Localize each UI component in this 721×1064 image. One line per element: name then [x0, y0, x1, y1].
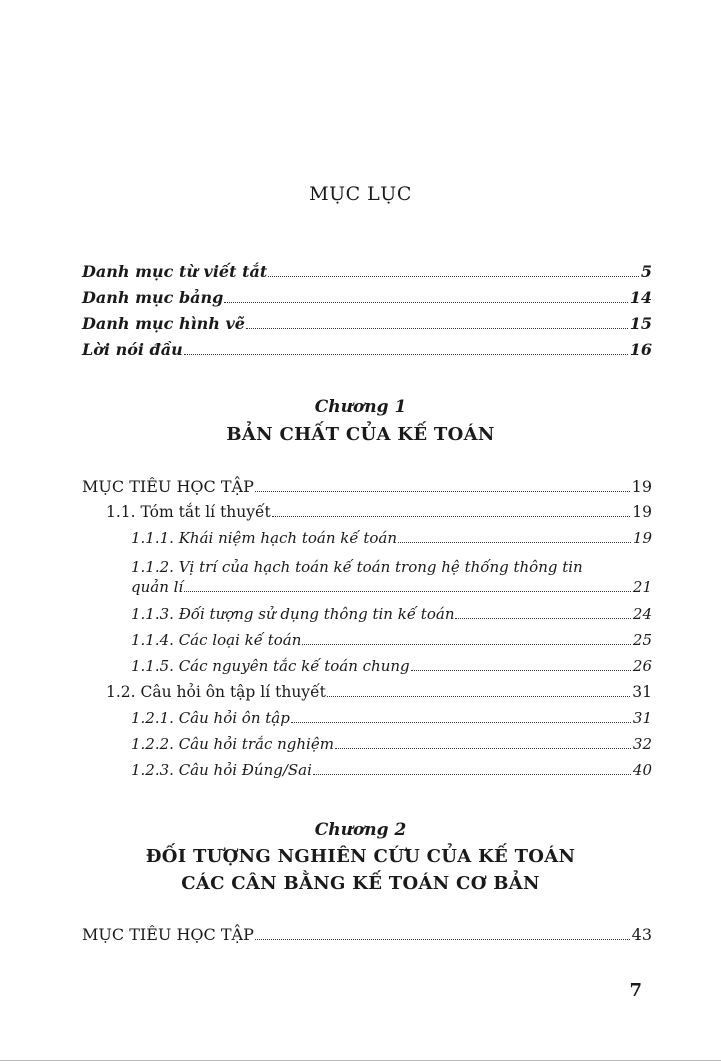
page-edge [0, 1060, 721, 1061]
leader-dots [255, 938, 630, 940]
toc-entry-label: 1.2.1. Câu hỏi ôn tập [131, 709, 290, 727]
toc-entry-label: 1.2.3. Câu hỏi Đúng/Sai [131, 761, 312, 779]
leader-dots [268, 275, 639, 277]
toc-entry-ch1-objectives[interactable] [82, 477, 652, 501]
leader-dots [224, 301, 627, 303]
page-title: MỤC LỤC [309, 183, 412, 205]
leader-dots [246, 327, 628, 329]
leader-dots [302, 643, 631, 645]
leader-dots [255, 490, 630, 492]
toc-entry-1-1-2-line1[interactable]: 1.1.2. Vị trí của hạch toán kế toán trong hệ thống thông tin [131, 558, 583, 576]
toc-entry-figures[interactable] [82, 314, 652, 338]
toc-entry-page: 31 [632, 683, 652, 701]
toc-entry-1-2-2[interactable] [131, 735, 652, 759]
page-number: 7 [629, 980, 642, 1001]
toc-entry-label: 1.1.4. Các loại kế toán [131, 631, 302, 649]
leader-dots [291, 721, 631, 723]
toc-entry-label: 1.1.5. Các nguyên tắc kế toán chung [131, 657, 410, 675]
toc-entry-page: 16 [629, 340, 652, 359]
toc-entry-ch2-objectives[interactable] [82, 925, 652, 949]
leader-dots [313, 773, 631, 775]
toc-entry-page: 32 [632, 735, 652, 753]
toc-entry-1-2-3[interactable] [131, 761, 652, 785]
toc-entry-label: Lời nói đầu [82, 340, 183, 359]
toc-entry-page: 26 [632, 657, 652, 675]
toc-entry-page: 24 [632, 605, 652, 623]
chapter-2-title-line1: ĐỐI TƯỢNG NGHIÊN CỨU CỦA KẾ TOÁN [145, 846, 576, 867]
chapter-2-title-line2: CÁC CÂN BẰNG KẾ TOÁN CƠ BẢN [181, 873, 540, 894]
toc-entry-1-1-2[interactable] [131, 578, 652, 602]
toc-entry-label: Danh mục hình vẽ [82, 314, 245, 333]
toc-entry-1-1-5[interactable] [131, 657, 652, 681]
leader-dots [411, 669, 631, 671]
toc-entry-label: MỤC TIÊU HỌC TẬP [82, 925, 254, 944]
toc-entry-label: 1.2. Câu hỏi ôn tập lí thuyết [106, 683, 326, 701]
toc-entry-label: MỤC TIÊU HỌC TẬP [82, 477, 254, 496]
chapter-2-label: Chương 2 [314, 820, 407, 840]
leader-dots [327, 695, 630, 697]
toc-entry-page: 19 [631, 477, 652, 496]
toc-entry-1-1-3[interactable] [131, 605, 652, 629]
toc-entry-page: 19 [632, 529, 652, 547]
toc-entry-page: 14 [629, 288, 652, 307]
toc-entry-tables[interactable] [82, 288, 652, 312]
toc-entry-1-1[interactable] [106, 503, 652, 527]
toc-entry-1-2-1[interactable] [131, 709, 652, 733]
toc-entry-label: 1.1. Tóm tắt lí thuyết [106, 503, 271, 521]
toc-entry-page: 43 [631, 925, 652, 944]
toc-entry-page: 19 [632, 503, 652, 521]
leader-dots [398, 541, 631, 543]
toc-entry-page: 5 [640, 262, 652, 281]
toc-entry-page: 31 [632, 709, 652, 727]
toc-entry-label: 1.1.3. Đối tượng sử dụng thông tin kế toán [131, 605, 455, 623]
toc-entry-label: Danh mục từ viết tắt [82, 262, 268, 281]
toc-entry-label: 1.1.1. Khái niệm hạch toán kế toán [131, 529, 398, 547]
toc-entry-1-1-4[interactable] [131, 631, 652, 655]
leader-dots [335, 747, 631, 749]
toc-entry-page: 40 [632, 761, 652, 779]
leader-dots [455, 617, 630, 619]
toc-entry-page: 15 [629, 314, 652, 333]
leader-dots [184, 353, 628, 355]
chapter-1-title: BẢN CHẤT CỦA KẾ TOÁN [226, 424, 495, 445]
toc-entry-1-2[interactable] [106, 683, 652, 707]
toc-entry-preface[interactable] [82, 340, 652, 364]
chapter-1-label: Chương 1 [314, 397, 407, 417]
toc-entry-label: Danh mục bảng [82, 288, 224, 307]
toc-entry-abbreviations[interactable] [82, 262, 652, 286]
toc-entry-1-1-1[interactable] [131, 529, 652, 553]
toc-entry-page: 21 [632, 578, 652, 596]
toc-entry-page: 25 [632, 631, 652, 649]
leader-dots [184, 590, 631, 592]
toc-entry-label: quản lí [131, 578, 184, 596]
leader-dots [272, 515, 630, 517]
toc-entry-label: 1.2.2. Câu hỏi trắc nghiệm [131, 735, 334, 753]
